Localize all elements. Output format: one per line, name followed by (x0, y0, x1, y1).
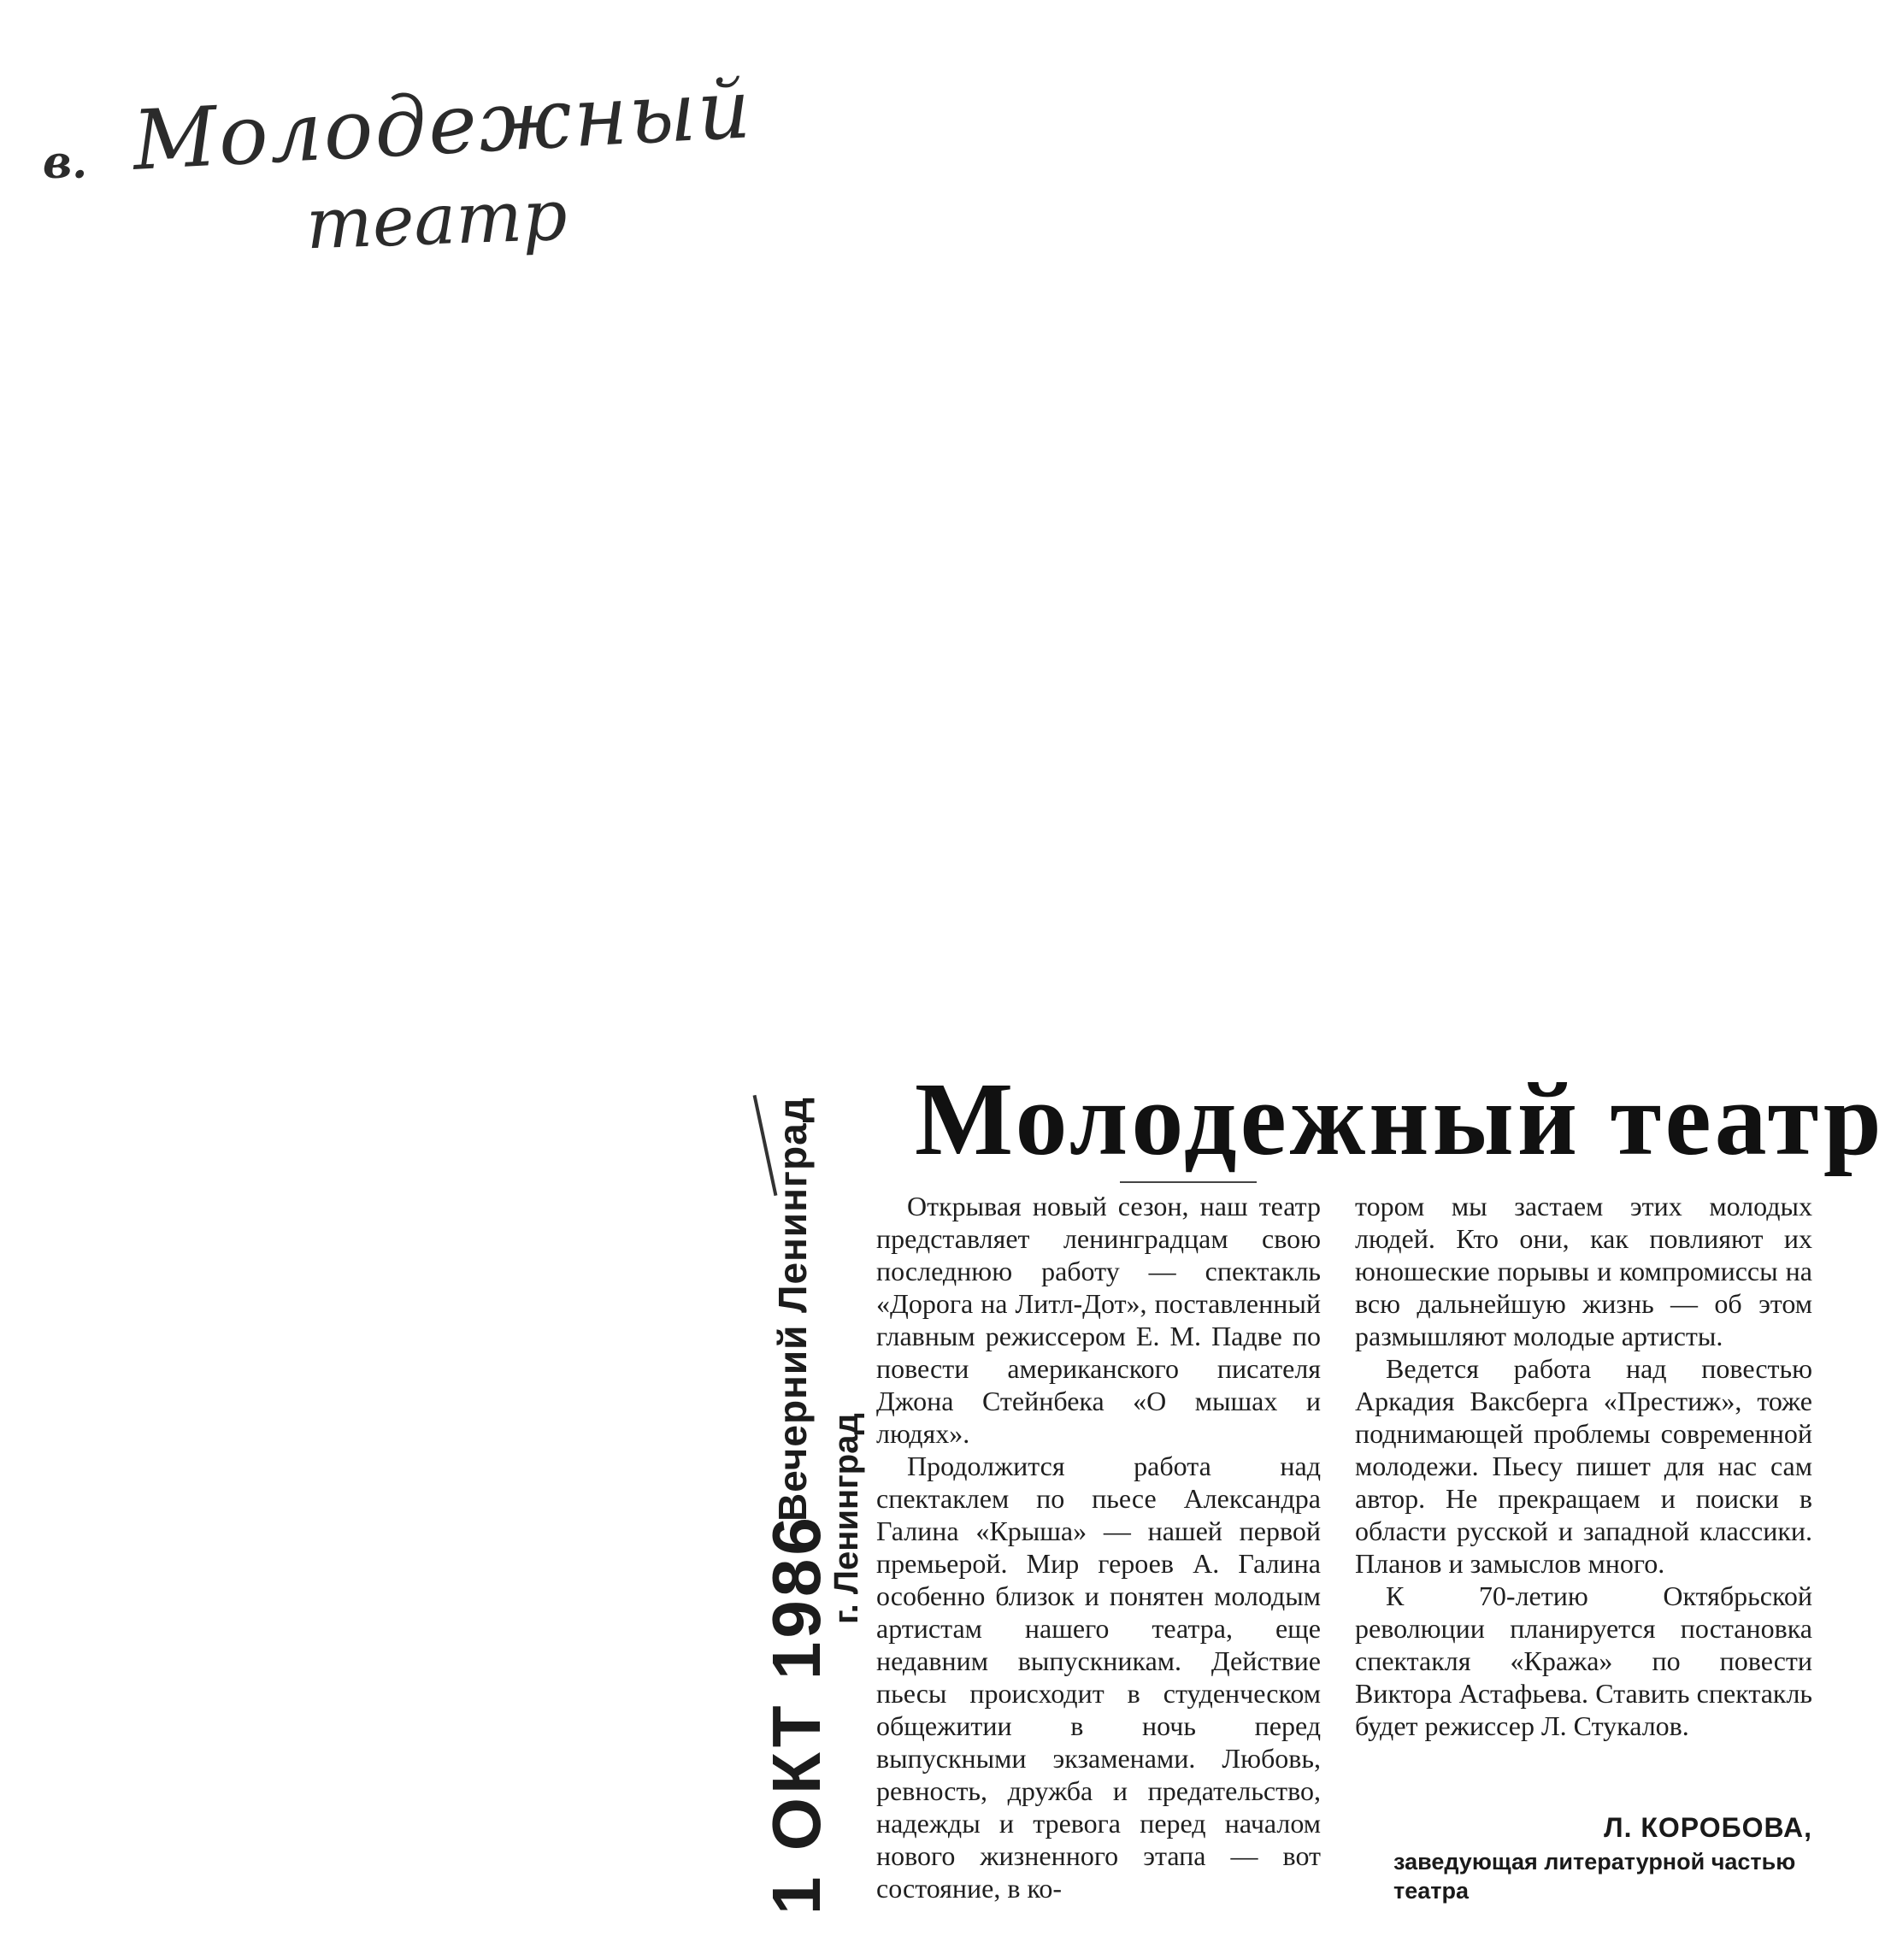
handwritten-mark: в. (43, 137, 88, 189)
byline (1385, 1812, 1812, 1905)
article-column-2 (1355, 1190, 1812, 1742)
stamp-date: 1 ОКТ 1986 (758, 1514, 834, 1915)
title-underline (1120, 1181, 1257, 1183)
paragraph: Открывая новый сезон, наш театр представляет ленинградцам свою последнюю работу — спектакль «Дорога на Литл-Дот», поставленный главным режиссером Е. М. Падве по повести американского писателя Джона Стейнбека «О мышах и людях». (876, 1191, 1321, 1449)
paragraph: К 70-летию Октябрьской революции планируется постановка спектакля «Кража» по повести Виктора Астафьева. Ставить спектакль будет режиссер Л. Стукалов. (1355, 1580, 1812, 1741)
author-name: Л. КОРОБОВА, (1604, 1812, 1812, 1843)
stamp-city: г. Ленинград (828, 1413, 865, 1624)
author-role: заведующая литературной частью театра (1393, 1849, 1796, 1904)
paragraph: Продолжится работа над спектаклем по пьесе Александра Галина «Крыша» — нашей первой премьерой. Мир героев А. Галина особенно близок и понятен молодым артистам нашего театра, еще недавним выпускникам. Действие пьесы происходит в студенческом общежитии в ночь перед выпускными экзаменами. Любовь, ревность, дружба и предательство, надежды и тревога перед началом нового жизненного этапа — вот состояние, в ко- (876, 1451, 1321, 1904)
handwritten-line-1: Молодежный (130, 61, 755, 189)
paragraph-continuation: тором мы застаем этих молодых людей. Кто они, как повлияют их юношеские порывы и компромиссы на всю дальнейшую жизнь — об этом размышляют молодые артисты. (1355, 1191, 1812, 1351)
handwritten-line-2: театр (304, 174, 568, 266)
article-column-1 (876, 1190, 1321, 1904)
date-stamp (752, 1097, 872, 1923)
handwritten-note (34, 61, 755, 274)
stamp-newspaper: Вечерний Ленинград (770, 1097, 815, 1522)
paragraph: Ведется работа над повестью Аркадия Ваксберга «Престиж», тоже поднимающей проблемы современной молодежи. Пьесу пишет для нас сам автор. Не прекращаем и поиски в области русской и западной классики. Планов и замыслов много. (1355, 1353, 1812, 1579)
article-title: Молодежный театр (915, 1062, 1885, 1177)
